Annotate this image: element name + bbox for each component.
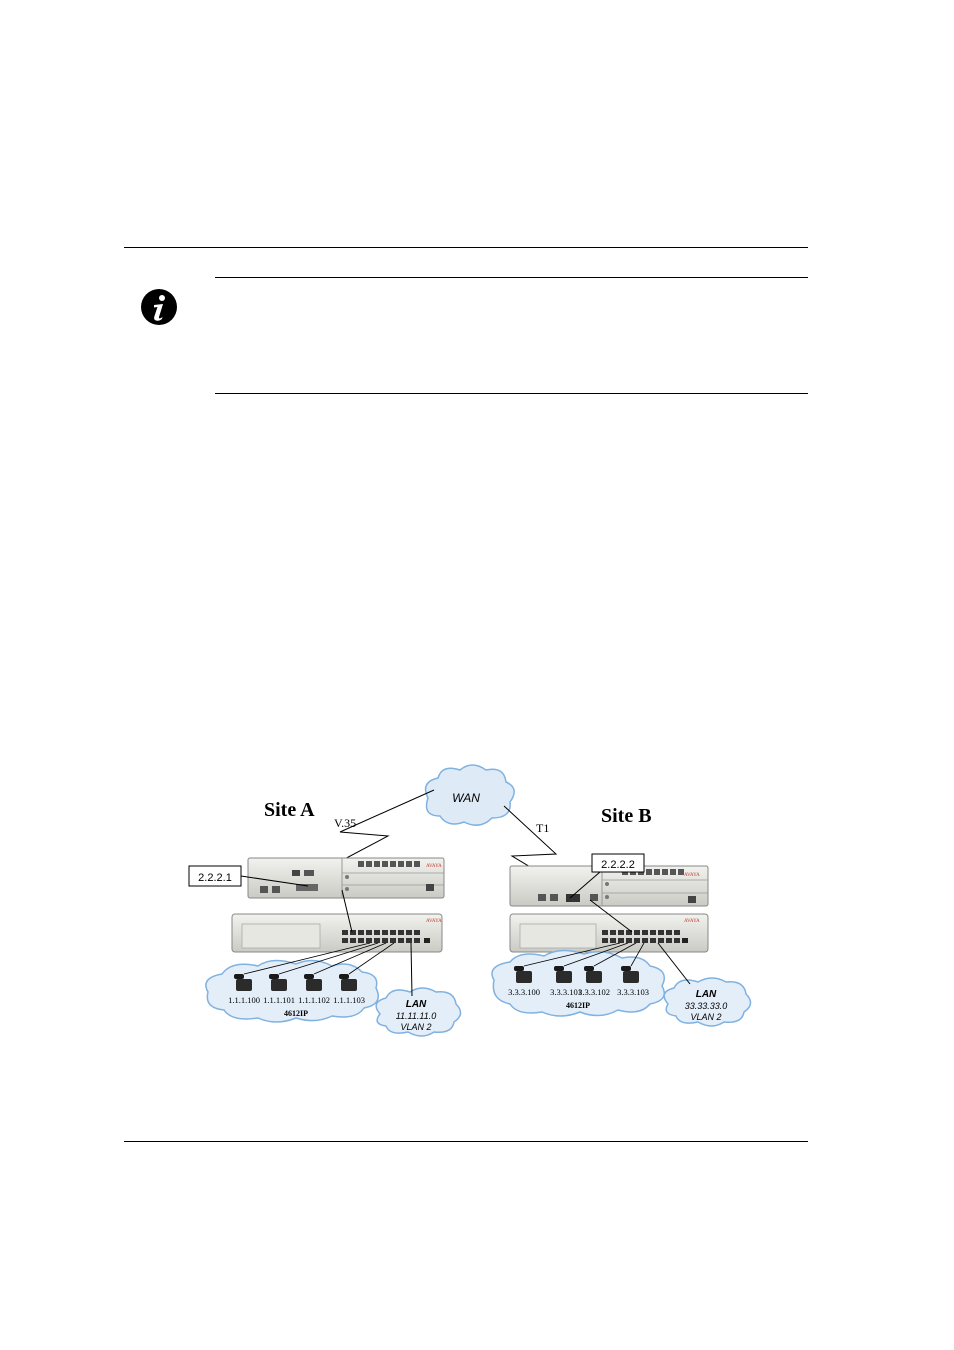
- site-a-phone-model: 4612IP: [284, 1009, 308, 1018]
- site-b-title: Site B: [601, 805, 652, 827]
- info-icon: [139, 287, 179, 327]
- site-b-phone-model: 4612IP: [566, 1001, 590, 1010]
- site-a-phone-ip: 1.1.1.101: [263, 995, 295, 1005]
- header-rule: [124, 247, 808, 248]
- site-a-phone-ip: 1.1.1.103: [333, 995, 365, 1005]
- site-a-lan-network: 11.11.11.0: [395, 1011, 437, 1021]
- site-a-phone-ip: 1.1.1.102: [298, 995, 330, 1005]
- v35-label: V.35: [334, 816, 357, 830]
- site-a-lan-title: LAN: [405, 999, 427, 1010]
- svg-text:AVAYA: AVAYA: [684, 873, 700, 878]
- site-b-phone-ip: 3.3.3.103: [617, 987, 649, 997]
- svg-text:AVAYA: AVAYA: [426, 864, 442, 869]
- site-a-router: [248, 858, 444, 898]
- site-b-switch: [510, 914, 708, 952]
- footer-rule: [124, 1141, 808, 1142]
- site-b-lan-cloud: [664, 978, 750, 1026]
- site-a-title: Site A: [264, 799, 315, 821]
- note-bottom-rule: [215, 393, 808, 394]
- t1-label: T1: [536, 821, 550, 835]
- note-top-rule: [215, 277, 808, 278]
- site-b-lan-vlan: VLAN 2: [690, 1012, 722, 1022]
- site-a-lan-cloud: [376, 988, 460, 1036]
- wan-label: WAN: [452, 791, 480, 805]
- site-a-lan-vlan: VLAN 2: [400, 1022, 432, 1032]
- svg-text:AVAYA: AVAYA: [426, 919, 442, 924]
- site-b-phone-ip: 3.3.3.102: [578, 987, 610, 997]
- site-b-lan-network: 33.33.33.0: [684, 1001, 728, 1011]
- site-b-phone-ip: 3.3.3.100: [508, 987, 540, 997]
- site-a-router-ip: 2.2.2.1: [198, 872, 232, 884]
- wan-cloud: [426, 765, 515, 825]
- network-diagram: [180, 760, 760, 1050]
- site-a-phone-ip: 1.1.1.100: [228, 995, 260, 1005]
- site-b-phone-ip: 3.3.3.101: [550, 987, 582, 997]
- site-b-router-ip: 2.2.2.2: [601, 859, 635, 871]
- svg-text:AVAYA: AVAYA: [684, 919, 700, 924]
- site-b-lan-title: LAN: [695, 989, 717, 1000]
